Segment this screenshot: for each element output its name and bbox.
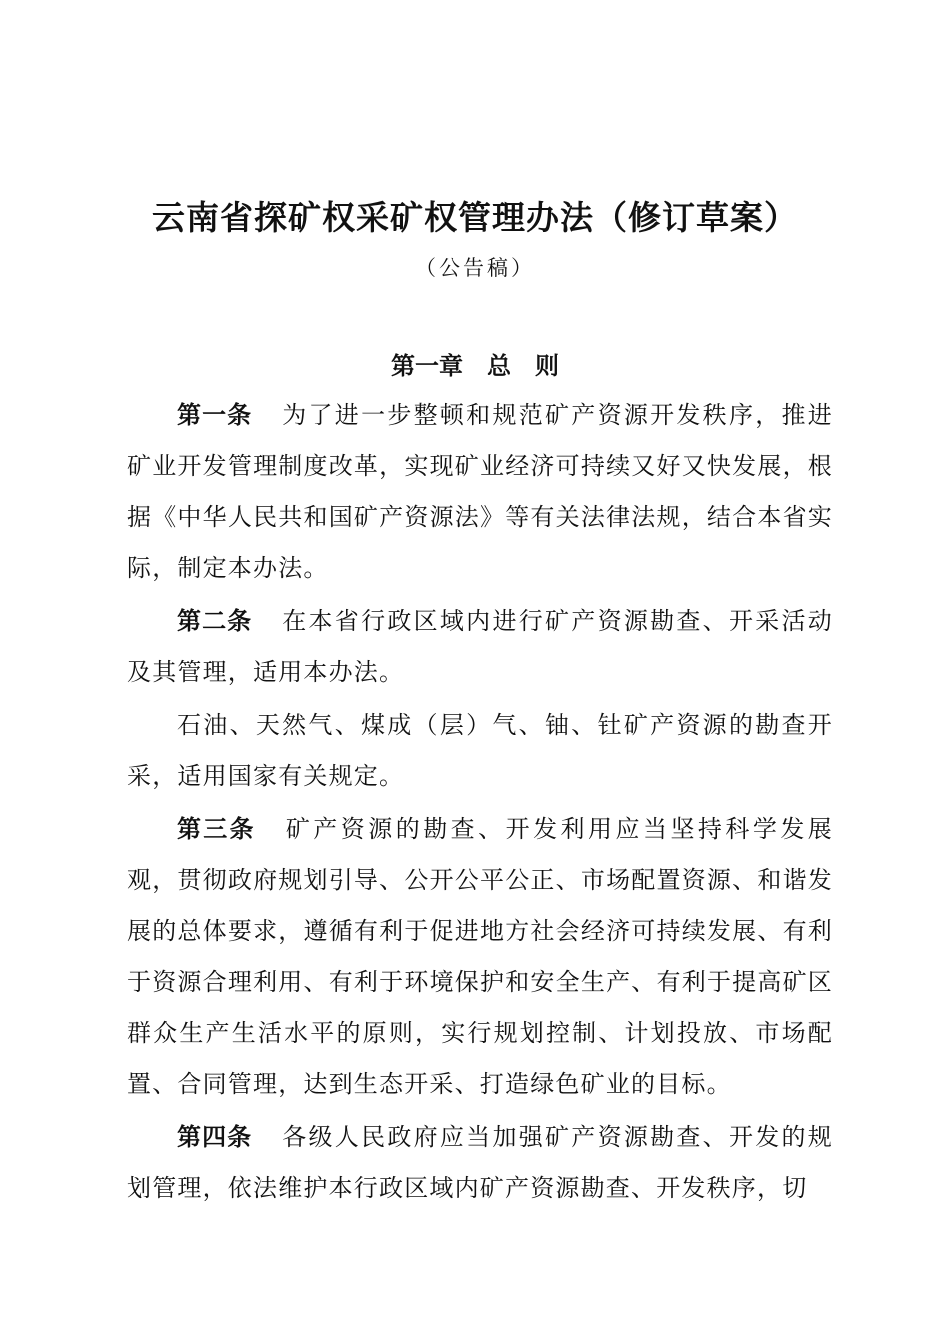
article-1-paragraph: [127, 390, 833, 594]
document-body: [127, 390, 833, 1214]
chapter-title: 第一章 总 则: [391, 352, 559, 380]
article-label: 第二条: [177, 607, 253, 635]
document-title: 云南省探矿权采矿权管理办法（修订草案）: [152, 198, 798, 237]
article-4-paragraph: [127, 1112, 833, 1214]
article-3-paragraph: [127, 804, 833, 1110]
article-text: 矿产资源的勘查、开发利用应当坚持科学发展观，贯彻政府规划引导、公开公平公正、市场配置资源、和谐发展的总体要求，遵循有利于促进地方社会经济可持续发展、有利于资源合理利用、有利于环境保护和安全生产、有利于提高矿区群众生产生活水平的原则，实行规划控制、计划投放、市场配置、合同管理，达到生态开采、打造绿色矿业的目标。: [127, 815, 834, 1098]
article-label: 第一条: [177, 401, 253, 429]
article-2-clause-2-paragraph: [127, 700, 833, 802]
article-text: 各级人民政府应当加强矿产资源勘查、开发的规划管理，依法维护本行政区域内矿产资源勘查、开发秩序，切: [127, 1123, 833, 1202]
document-subtitle: （公告稿）: [415, 256, 535, 280]
article-2-paragraph: [127, 596, 833, 698]
article-text: 为了进一步整顿和规范矿产资源开发秩序，推进矿业开发管理制度改革，实现矿业经济可持续又好又快发展，根据《中华人民共和国矿产资源法》等有关法律法规，结合本省实际，制定本办法。: [127, 401, 833, 582]
article-label: 第四条: [177, 1123, 253, 1151]
article-label: 第三条: [177, 815, 256, 843]
article-text: 在本省行政区域内进行矿产资源勘查、开采活动及其管理，适用本办法。: [127, 607, 833, 686]
paragraph-text: 石油、天然气、煤成（层）气、铀、钍矿产资源的勘查开采，适用国家有关规定。: [127, 711, 833, 790]
